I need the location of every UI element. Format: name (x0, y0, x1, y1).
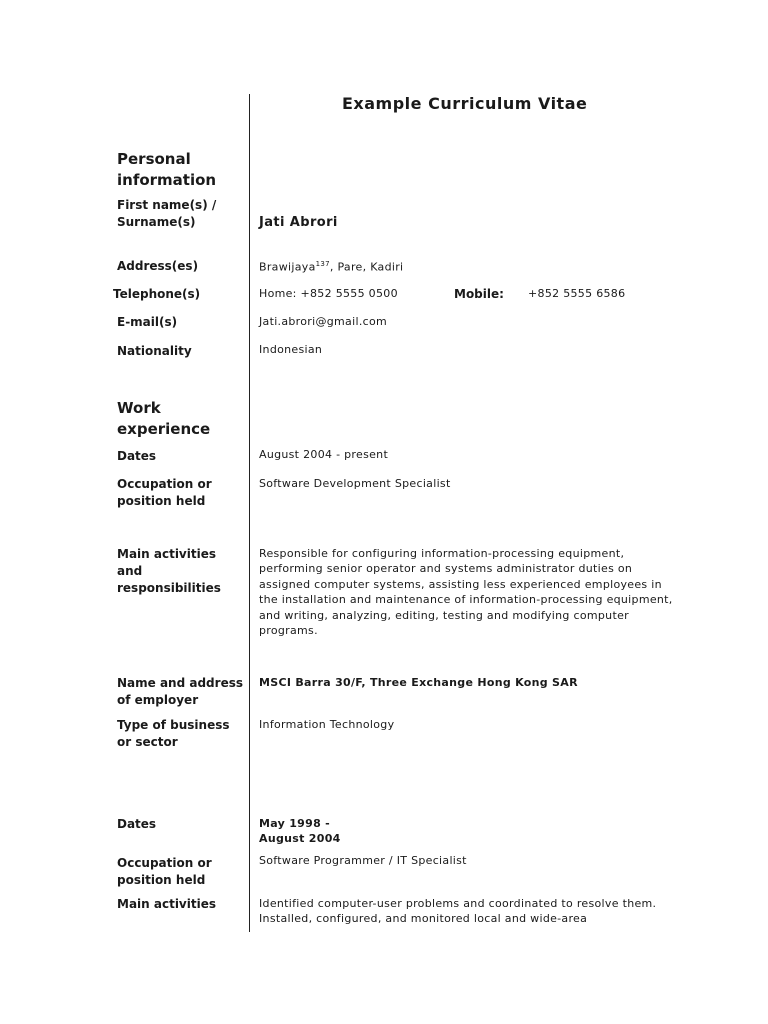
page-title: Example Curriculum Vitae (342, 94, 588, 113)
name-value: Jati Abrori (259, 215, 338, 230)
column-divider (249, 94, 250, 932)
address-value (259, 257, 403, 275)
email-value[interactable]: Jati.abrori@gmail.com (259, 315, 388, 328)
nationality-label: Nationality (117, 344, 192, 358)
address-label: Address(es) (117, 259, 199, 273)
occupation-value-1: Software Development Specialist (259, 477, 451, 490)
employer-value-1: MSCI Barra 30/F, Three Exchange Hong Kong SAR (259, 676, 578, 689)
business-value-1: Information Technology (259, 718, 395, 731)
address-number: 137 (315, 260, 330, 268)
dates-value-2: May 1998 - August 2004 (259, 817, 341, 846)
nationality-value: Indonesian (259, 343, 323, 356)
section-personal-information: Personal information (117, 150, 217, 189)
business-label-1: Type of business or sector (117, 718, 230, 749)
dates-value-1: August 2004 - present (259, 448, 389, 461)
dates-label-2: Dates (117, 817, 157, 831)
activities-value-2: Identified computer-user problems and coordinated to resolve them. Installed, configured, and monitored local and wide-area (259, 897, 657, 926)
mobile-value: +852 5555 6586 (528, 287, 626, 300)
address-street: Brawijaya (259, 260, 316, 274)
email-label: E-mail(s) (117, 315, 178, 329)
activities-label-2: Main activities (117, 897, 216, 911)
employer-label-1: Name and address of employer (117, 676, 243, 707)
telephone-home-value: Home: +852 5555 0500 (259, 287, 398, 300)
section-work-experience: Work experience (117, 399, 211, 438)
occupation-value-2: Software Programmer / IT Specialist (259, 854, 467, 867)
dates-label-1: Dates (117, 449, 157, 463)
occupation-label-1: Occupation or position held (117, 477, 212, 508)
address-rest: , Pare, Kadiri (329, 260, 404, 274)
occupation-label-2: Occupation or position held (117, 856, 212, 887)
mobile-label: Mobile: (454, 287, 504, 301)
activities-value-1: Responsible for configuring information-processing equipment, performing senior operator and systems administrator duties on assigned computer systems, assisting less experienced employees in the installation and maintenance of information-processing equipment, and writing, analyzing, editing, testing and modifying computer programs. (259, 547, 673, 638)
telephone-label: Telephone(s) (113, 287, 201, 301)
activities-label-1: Main activities and responsibilities (117, 547, 221, 595)
first-name-label: First name(s) / Surname(s) (117, 198, 217, 229)
